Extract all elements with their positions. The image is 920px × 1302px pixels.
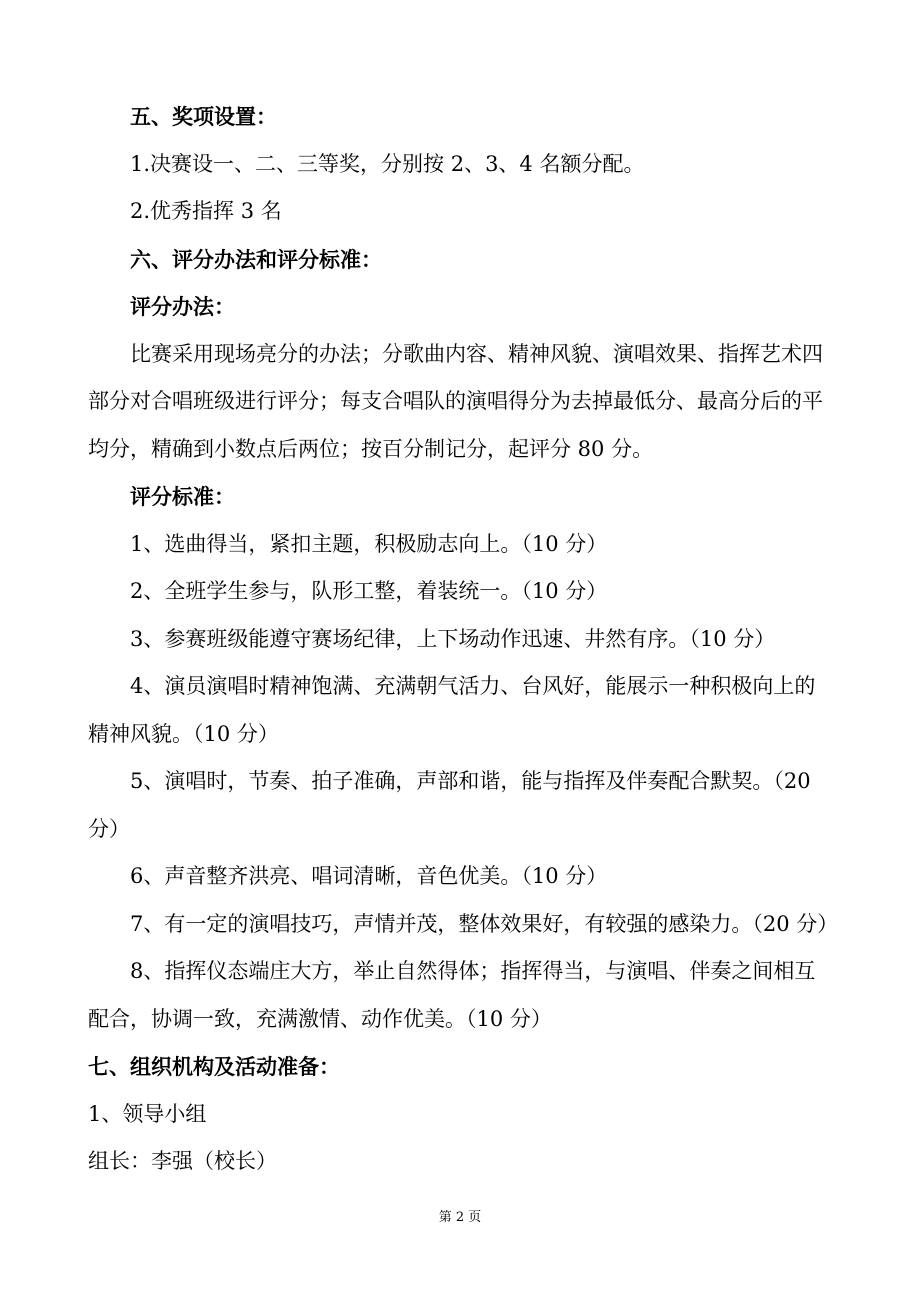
criteria-heading: 评分标准： xyxy=(130,484,235,509)
criteria-item-7: 7、有一定的演唱技巧，声情并茂，整体效果好，有较强的感染力。（20 分） xyxy=(130,911,839,936)
criteria-item-8: 8、指挥仪态端庄大方，举止自然得体；指挥得当，与演唱、伴奏之间相互配合，协调一致，充满激情、动作优美。（10 分） xyxy=(88,959,816,1031)
award-item-1: 1.决赛设一、二、三等奖，分别按 2、3、4 名额分配。 xyxy=(130,151,645,176)
criteria-item-3: 3、参赛班级能遵守赛场纪律，上下场动作迅速、井然有序。（10 分） xyxy=(130,626,776,651)
criteria-item-4: 4、演员演唱时精神饱满、充满朝气活力、台风好，能展示一种积极向上的精神风貌。（10 分） xyxy=(88,674,816,746)
section7-heading: 七、组织机构及活动准备： xyxy=(88,1054,340,1079)
criteria-item-2: 2、全班学生参与，队形工整，着装统一。（10 分） xyxy=(130,579,608,603)
page-number: 第 2 页 xyxy=(438,1210,482,1225)
criteria-item-6: 6、声音整齐洪亮、唱词清晰，音色优美。（10 分） xyxy=(130,864,608,888)
criteria-item-5: 5、演唱时，节奏、拍子准确，声部和谐，能与指挥及伴奏配合默契。（20 分） xyxy=(88,769,811,841)
award-item-2: 2.优秀指挥 3 名 xyxy=(130,199,282,223)
document-body xyxy=(88,93,839,1186)
leadership-heading: 1、领导小组 xyxy=(88,1101,207,1126)
section6-heading: 六、评分办法和评分标准： xyxy=(130,246,382,272)
method-heading: 评分办法： xyxy=(130,294,235,319)
leader-line: 组长：李强（校长） xyxy=(88,1149,277,1173)
criteria-item-1: 1、选曲得当，紧扣主题，积极励志向上。（10 分） xyxy=(130,531,608,556)
method-paragraph: 比赛采用现场亮分的办法；分歌曲内容、精神风貌、演唱效果、指挥艺术四部分对合唱班级进行评分；每支合唱队的演唱得分为去掉最低分、最高分后的平均分，精确到小数点后两位；按百分制记分，起评分 80 分。 xyxy=(88,341,823,461)
section5-heading: 五、奖项设置： xyxy=(130,104,277,129)
